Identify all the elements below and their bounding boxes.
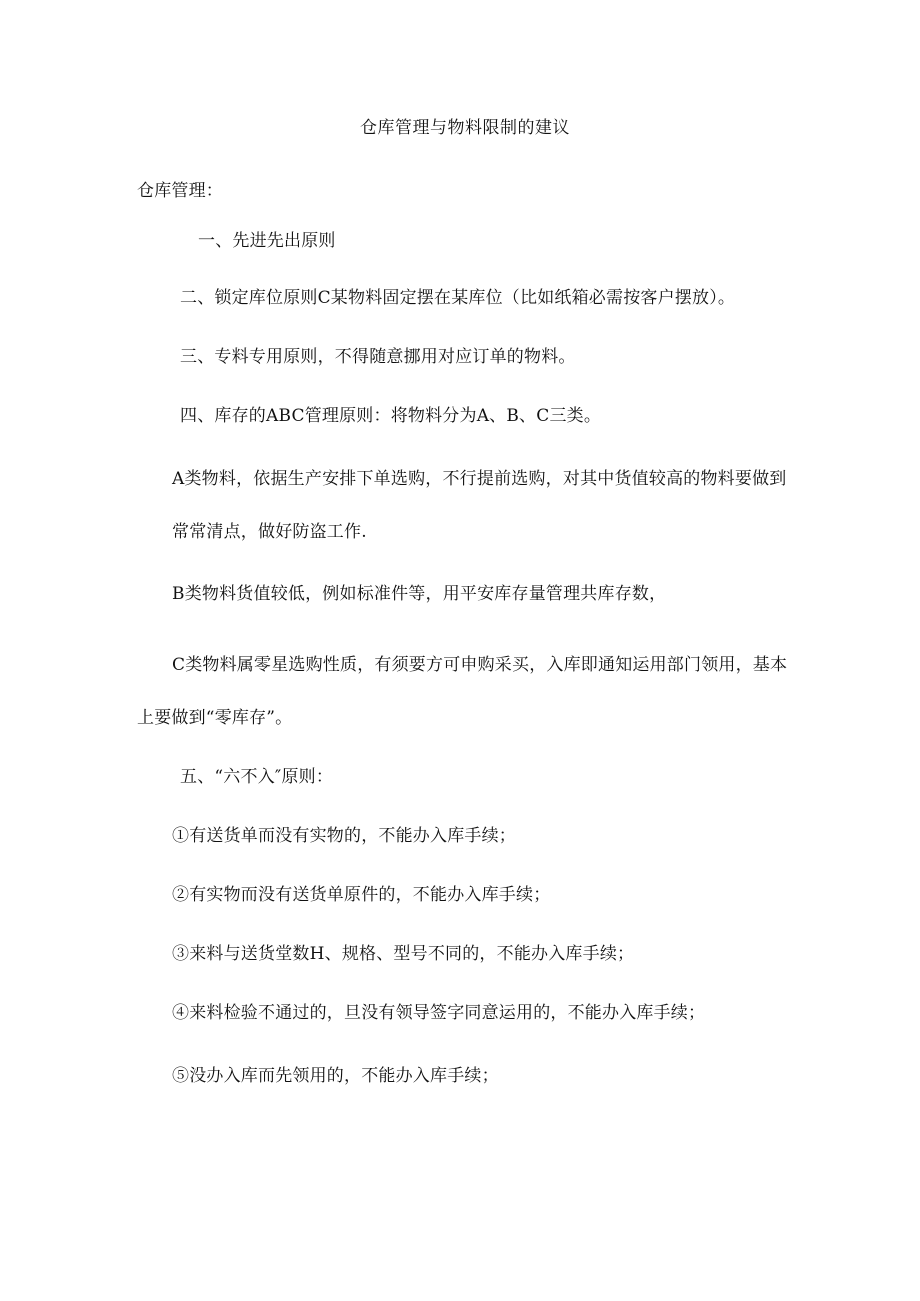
abc-c-line-2: 上要做到“零库存”。 [137, 708, 293, 728]
principle-locked-location: 二、锁定库位原则C某物料固定摆在某库位（比如纸箱必需按客户摆放）。 [180, 288, 736, 308]
six-no-entry-item: ①有送货单而没有实物的，不能办入库手续； [172, 826, 516, 846]
principle-abc: 四、库存的ABC管理原则：将物料分为A、B、C三类。 [180, 406, 602, 426]
section-heading: 仓库管理： [137, 181, 223, 201]
six-no-entry-item: ④来料检验不通过的，旦没有领导签字同意运用的，不能办入库手续； [172, 1003, 706, 1023]
principle-fifo: 一、先进先出原则 [198, 231, 336, 251]
six-no-entry-item: ③来料与送货堂数H、规格、型号不同的，不能办入库手续； [172, 944, 635, 964]
abc-a-line-1: A类物料，依据生产安排下单选购，不行提前选购，对其中货值较高的物料要做到 [172, 469, 787, 489]
six-no-entry-item: ②有实物而没有送货单原件的，不能办入库手续； [172, 885, 551, 905]
abc-a-line-2: 常常清点，做好防盗工作. [172, 522, 367, 542]
abc-b-line-1: B类物料货值较低，例如标准件等，用平安库存量管理共库存数， [172, 584, 667, 604]
document-title: 仓库管理与物料限制的建议 [360, 118, 570, 138]
principle-dedicated-material: 三、专料专用原则，不得随意挪用对应订单的物料。 [180, 347, 576, 367]
six-no-entry-heading: 五、“六不入″原则： [180, 767, 334, 787]
six-no-entry-item: ⑤没办入库而先领用的，不能办入库手续； [172, 1066, 499, 1086]
abc-c-line-1: C类物料属零星选购性质，有须要方可申购采买，入库即通知运用部门领用，基本 [172, 655, 788, 675]
